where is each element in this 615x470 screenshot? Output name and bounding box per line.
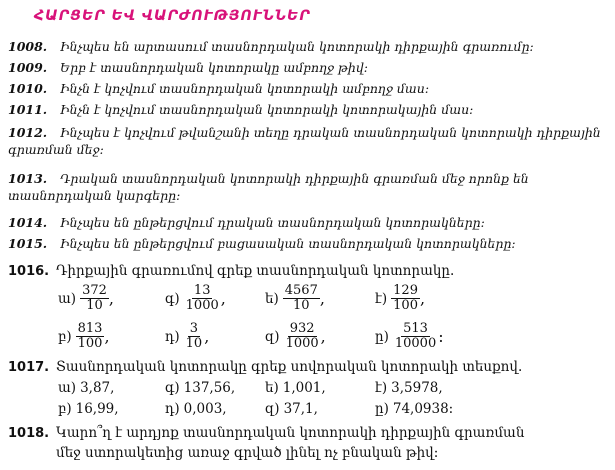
fraction	[393, 322, 438, 351]
punctuation: ,	[319, 289, 325, 308]
denominator: 100	[393, 298, 418, 313]
fraction	[76, 322, 105, 351]
question-1015	[8, 235, 610, 252]
decimal-item	[165, 380, 235, 396]
decimal-value: 37,1,	[283, 401, 318, 417]
numerator: 4567	[284, 283, 318, 298]
question-text: Ինչն է կոչվում տասնորդական կոտորակի կոտորակային մաս:	[60, 102, 474, 117]
section-heading: ՀԱՐՑԵՐ ԵՎ ՎԱՐԺՈՒԹՅՈՒՆՆԵՐ	[34, 8, 311, 24]
decimal-value: 0,003,	[183, 401, 227, 417]
item-label: զ)	[265, 328, 280, 345]
fraction	[80, 284, 109, 313]
denominator: 1000	[285, 336, 319, 351]
decimal-item	[265, 401, 318, 417]
fraction	[284, 322, 321, 351]
punctuation: ,	[108, 289, 114, 308]
item-label: է)	[375, 290, 388, 307]
question-number: 1008.	[8, 39, 48, 54]
question-1008	[8, 38, 610, 55]
punctuation: ,	[320, 327, 326, 346]
item-label: բ)	[58, 328, 72, 345]
item-label: ա)	[58, 290, 77, 307]
fraction-item	[265, 284, 325, 313]
decimal-item	[375, 401, 453, 417]
numerator: 513	[403, 321, 428, 336]
question-number: 1010.	[8, 81, 48, 96]
question-number: 1015.	[8, 236, 48, 251]
fraction-item	[58, 322, 110, 351]
question-text: Դրական տասնորդական կոտորակի դիրքային գրառման մեջ որոնք են տասնորդական կարգերը:	[8, 171, 529, 203]
numerator: 3	[189, 321, 199, 336]
decimal-item	[375, 380, 443, 396]
punctuation: ,	[204, 327, 210, 346]
exercise-number: 1018.	[8, 426, 50, 441]
item-label: բ)	[58, 401, 72, 417]
question-1010	[8, 80, 610, 97]
fraction	[391, 284, 420, 313]
exercise-1018-continued	[56, 444, 606, 462]
decimal-value: 137,56,	[183, 380, 236, 396]
decimal-item	[58, 380, 114, 396]
item-label: ը)	[375, 328, 389, 345]
punctuation: ,	[104, 327, 110, 346]
item-label: գ)	[165, 290, 180, 307]
decimal-value: 74,0938:	[392, 401, 454, 417]
item-label: ե)	[265, 290, 279, 307]
exercise-1017	[8, 358, 610, 377]
decimal-item	[265, 380, 326, 396]
fraction	[283, 284, 320, 313]
item-label: է)	[375, 380, 388, 396]
denominator: 10	[86, 298, 103, 313]
question-number: 1011.	[8, 102, 48, 117]
fraction-item	[165, 284, 226, 313]
decimal-value: 1,001,	[282, 380, 326, 396]
question-1012	[8, 124, 610, 158]
denominator: 100	[77, 336, 103, 351]
question-text: Ինչն է կոչվում տասնորդական կոտորակի ամբողջ մաս:	[60, 81, 430, 96]
denominator: 1000	[185, 298, 219, 313]
question-1014	[8, 214, 610, 231]
exercise-1018	[8, 424, 610, 443]
exercise-number: 1017.	[8, 360, 50, 375]
question-text: Ինչպես են ընթերցվում դրական տասնորդական կոտորակները:	[60, 215, 485, 230]
exercise-1016	[8, 262, 610, 281]
question-text: Ինչպես է կոչվում թվանշանի տեղը դրական տասնորդական կոտորակի դիրքային գրառման մեջ:	[8, 125, 601, 157]
decimal-value: 3,87,	[80, 380, 115, 396]
punctuation: ,	[220, 289, 226, 308]
denominator: 10	[293, 298, 310, 313]
question-number: 1012.	[8, 125, 48, 140]
question-1013	[8, 170, 610, 204]
denominator: 10	[185, 336, 203, 351]
question-text: Երբ է տասնորդական կոտորակը ամբողջ թիվ:	[60, 60, 368, 75]
decimal-value: 16,99,	[75, 401, 119, 417]
item-label: զ)	[265, 401, 280, 417]
fraction-item	[58, 284, 114, 313]
item-label: ե)	[265, 380, 279, 396]
decimal-value: 3,5978,	[391, 380, 443, 396]
denominator: 10000	[394, 336, 437, 351]
fraction-item	[265, 322, 326, 351]
numerator: 932	[289, 321, 315, 336]
exercise-text: Տասնորդական կոտորակը գրեք սովորական կոտորակի տեսքով.	[56, 359, 523, 375]
question-number: 1014.	[8, 215, 48, 230]
punctuation: ,	[419, 289, 426, 308]
exercise-number: 1016.	[8, 264, 50, 279]
question-number: 1013.	[8, 171, 48, 186]
fraction-item	[375, 284, 425, 313]
decimal-item	[58, 401, 119, 417]
decimal-item	[165, 401, 227, 417]
question-1009	[8, 59, 610, 76]
fraction-item	[165, 322, 209, 351]
punctuation: :	[438, 327, 444, 346]
numerator: 13	[193, 283, 211, 298]
question-1011	[8, 101, 610, 118]
exercise-text: Դիրքային գրառումով գրեք տասնորդական կոտորակը.	[56, 263, 455, 279]
item-label: դ)	[165, 328, 180, 345]
item-label: դ)	[165, 401, 180, 417]
item-label: ա)	[58, 380, 77, 396]
question-text: Ինչպես են արտասում տասնորդական կոտորակի դիրքային գրառումը:	[60, 39, 534, 54]
fraction-item	[375, 322, 444, 351]
numerator: 372	[82, 283, 107, 298]
item-label: գ)	[165, 380, 180, 396]
question-number: 1009.	[8, 60, 48, 75]
exercise-text-line1: Կարո՞ղ է արդյոք տասնորդական կոտորակի դիրքային գրառման	[56, 425, 525, 441]
question-text: Ինչպես են ընթերցվում բացասական տասնորդական կոտորակները:	[60, 236, 516, 251]
item-label: ը)	[375, 401, 389, 417]
numerator: 813	[77, 321, 103, 336]
numerator: 129	[393, 283, 418, 298]
fraction	[184, 284, 221, 313]
exercise-text-line2: մեջ ստորակետից առաջ գրված լինել ոչ բնական թիվ:	[56, 445, 439, 461]
fraction	[184, 322, 205, 351]
